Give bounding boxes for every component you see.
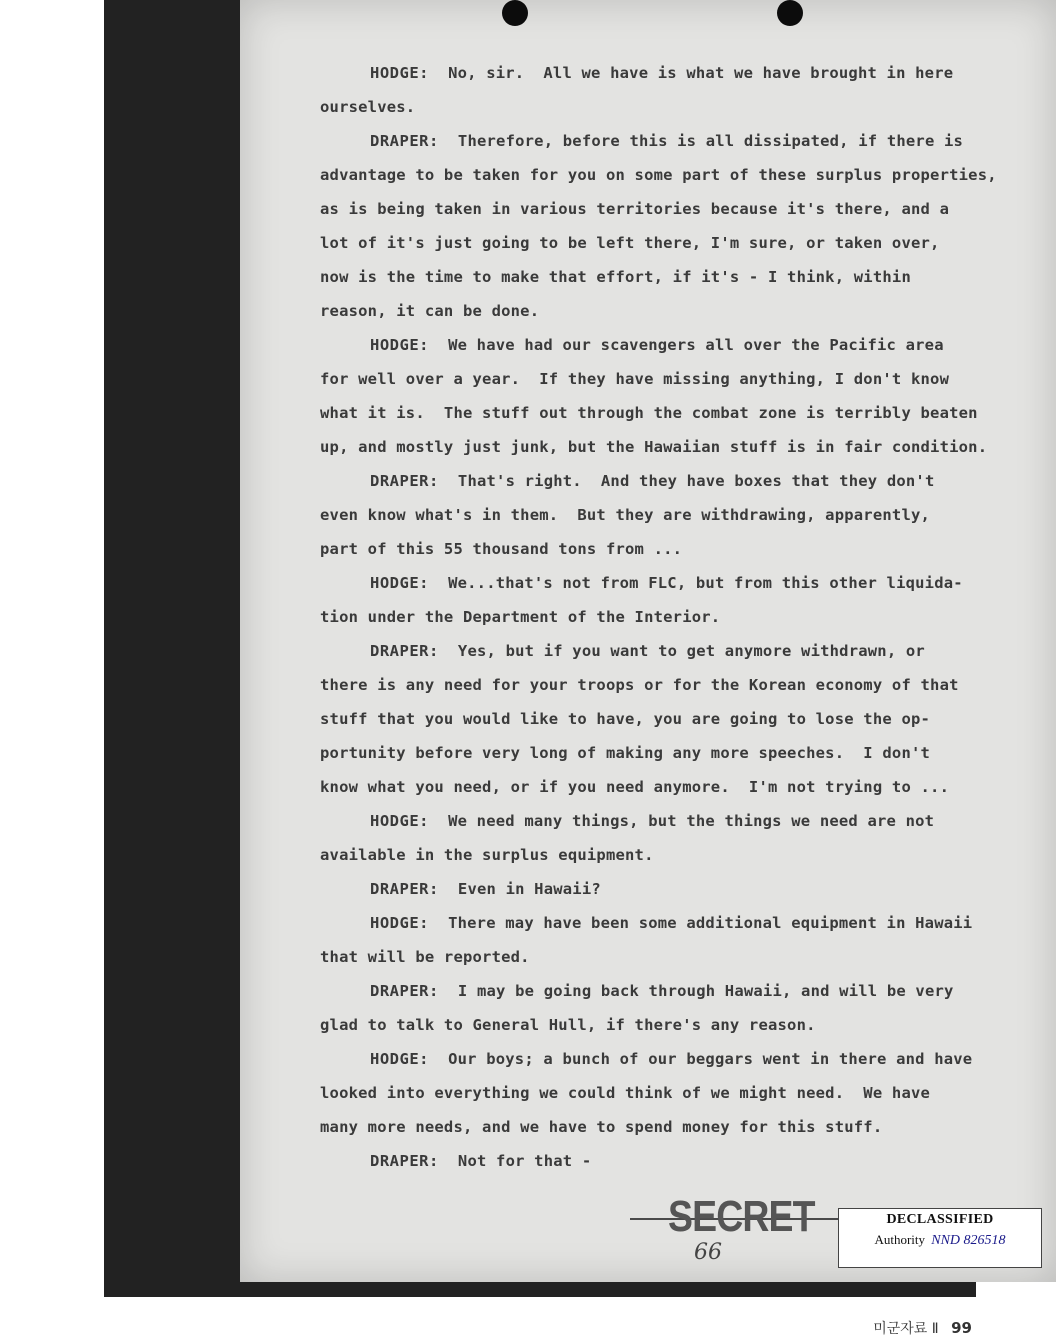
paragraph-text: Yes, but if you want to get anymore withdrawn, or there is any need for your troops or for the Korean economy of that stuff that you would like to have, you are going to lose the op- portunity before very long of making any more speeches. I don't know what you need, or if you need anymore. I'm not trying to ... [320,642,959,796]
transcript-body [320,56,1032,1178]
secret-label: SECRET [668,1192,815,1241]
paragraph-text: Not for that - [457,1152,592,1170]
speaker-label: HODGE: [370,574,429,592]
declassified-title: DECLASSIFIED [886,1212,994,1227]
paragraph-text: Our boys; a bunch of our beggars went in there and have looked into everything we could think of we might need. We have many more needs, and we have to spend money for this stuff. [320,1050,973,1136]
binder-hole-right [777,0,803,26]
paragraph-draper-5 [320,974,1032,1042]
speaker-label: DRAPER: [370,1152,439,1170]
speaker-label: DRAPER: [370,880,439,898]
scanned-page-frame [104,0,1006,1297]
paragraph-text: Even in Hawaii? [457,880,601,898]
paragraph-hodge-3 [320,566,1032,634]
footer-series: 미군자료 Ⅱ [873,1321,939,1337]
page-footer [873,1318,972,1338]
paragraph-hodge-6 [320,1042,1032,1144]
authority-label: Authority [874,1232,925,1247]
speaker-label: HODGE: [370,336,429,354]
paragraph-hodge-5 [320,906,1032,974]
speaker-label: DRAPER: [370,642,439,660]
binder-hole-left [502,0,528,26]
paragraph-text: There may have been some additional equipment in Hawaii that will be reported. [320,914,973,966]
declassified-stamp [838,1208,1042,1268]
footer-page-number: 99 [951,1319,972,1337]
paragraph-hodge-1 [320,56,1032,124]
paragraph-text: That's right. And they have boxes that they don't even know what's in them. But they are withdrawing, apparently, part of this 55 thousand tons from ... [320,472,935,558]
paragraph-draper-6 [320,1144,1032,1178]
paragraph-text: We have had our scavengers all over the Pacific area for well over a year. If they have missing anything, I don't know what it is. The stuff out through the combat zone is terribly beaten up, and mostly just junk, but the Hawaiian stuff is in fair condition. [320,336,988,456]
speaker-label: DRAPER: [370,132,439,150]
speaker-label: HODGE: [370,64,429,82]
paragraph-hodge-2 [320,328,1032,464]
secret-stamp [630,1192,850,1244]
speaker-label: DRAPER: [370,472,439,490]
paragraph-text: We...that's not from FLC, but from this other liquida- tion under the Department of the Interior. [320,574,963,626]
paragraph-draper-2 [320,464,1032,566]
paragraph-draper-3 [320,634,1032,804]
paragraph-text: No, sir. All we have is what we have brought in here ourselves. [320,64,954,116]
speaker-label: DRAPER: [370,982,439,1000]
paragraph-draper-1 [320,124,1032,328]
paragraph-hodge-4 [320,804,1032,872]
handwritten-page-number: 66 [694,1240,722,1265]
authority-line [839,1232,1041,1249]
paragraph-text: I may be going back through Hawaii, and will be very glad to talk to General Hull, if there's any reason. [320,982,954,1034]
paragraph-draper-4 [320,872,1032,906]
speaker-label: HODGE: [370,1050,429,1068]
paragraph-text: We need many things, but the things we need are not available in the surplus equipment. [320,812,935,864]
authority-code: NND 826518 [931,1233,1006,1248]
paragraph-text: Therefore, before this is all dissipated, if there is advantage to be taken for you on some part of these surplus properties, as is being taken in various territories because it's there, and a lot of it's just going to be left there, I'm sure, or taken over, now is the time to make that effort, if it's - I think, within reason, it can be done. [320,132,997,320]
speaker-label: HODGE: [370,914,429,932]
typewritten-page [240,0,1056,1282]
speaker-label: HODGE: [370,812,429,830]
